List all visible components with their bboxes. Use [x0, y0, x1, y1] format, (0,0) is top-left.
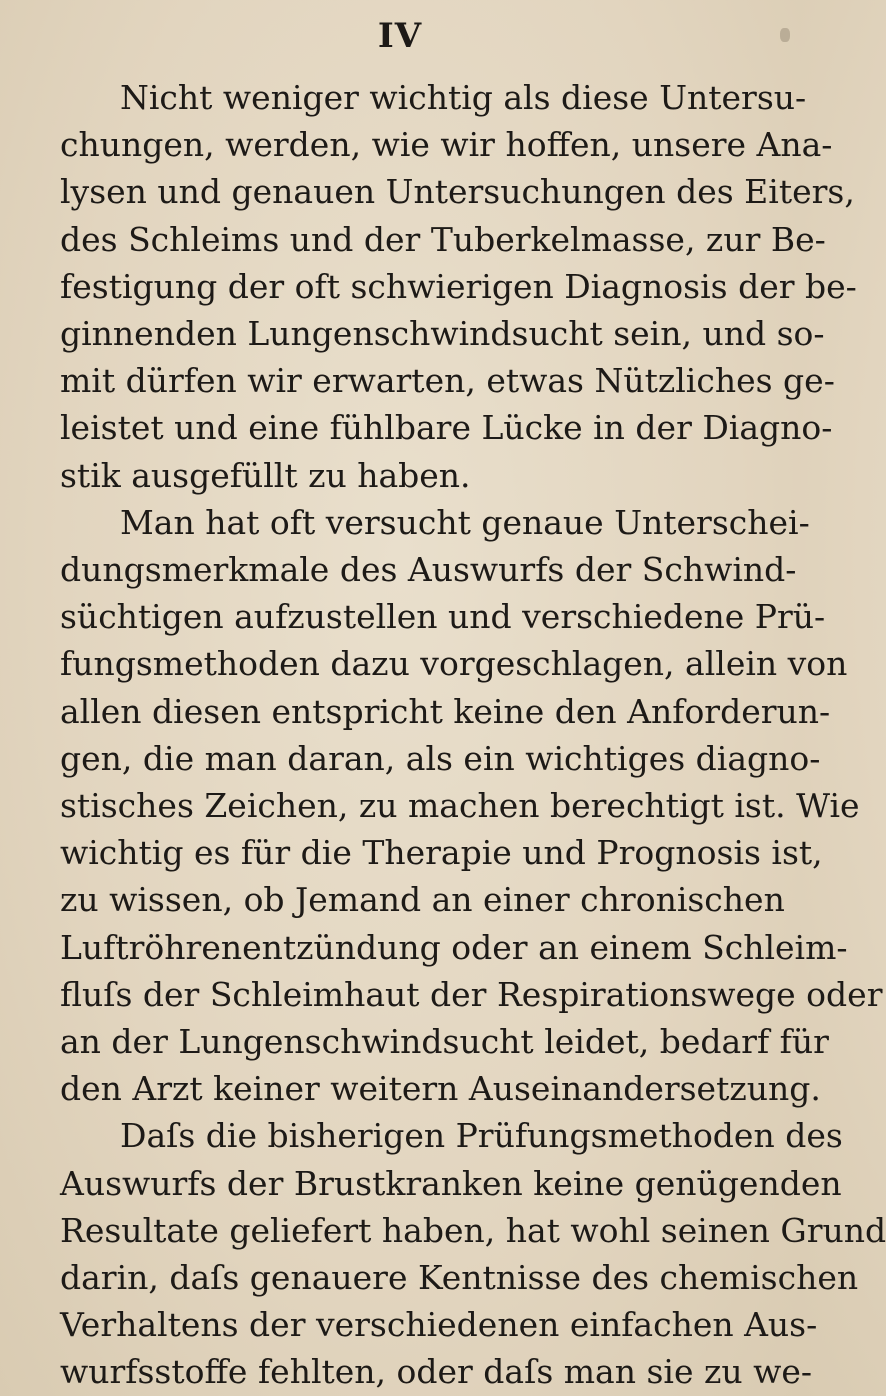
text-line: festigung der oft schwierigen Diagnosis der be-: [60, 266, 857, 306]
text-line: Daſs die bisherigen Prüfungsmethoden des: [120, 1116, 843, 1156]
text-line: des Schleims und der Tuberkelmasse, zur Be-: [60, 219, 826, 259]
text-line: allen diesen entspricht keine den Anforderun-: [60, 691, 831, 731]
paper-blemish: [780, 28, 790, 42]
text-line: wichtig es für die Therapie und Prognosis ist,: [60, 833, 823, 873]
text-line: zu wissen, ob Jemand an einer chronischen: [60, 880, 785, 920]
text-line: ginnenden Lungenschwindsucht sein, und so-: [60, 314, 825, 353]
text-line: süchtigen aufzustellen und verschiedene Prü-: [60, 597, 826, 637]
text-line: stik ausgefüllt zu haben.: [60, 455, 471, 495]
text-line: darin, daſs genauere Kentnisse des chemischen: [60, 1258, 859, 1297]
text-line: stisches Zeichen, zu machen berechtigt ist. Wie: [60, 786, 860, 825]
text-line: wurfsstoffe fehlten, oder daſs man sie zu we-: [60, 1352, 813, 1392]
text-line: Luftröhrenentzündung oder an einem Schleim-: [60, 927, 848, 967]
text-line: mit dürfen wir erwarten, etwas Nützliches ge-: [60, 361, 835, 401]
text-line: Auswurfs der Brustkranken keine genügenden: [60, 1163, 842, 1203]
text-line: fluſs der Schleimhaut der Respirationswege oder: [60, 974, 883, 1014]
text-line: den Arzt keiner weitern Auseinandersetzung.: [60, 1069, 821, 1109]
text-line: dungsmerkmale des Auswurfs der Schwind-: [60, 550, 797, 589]
text-line: lysen und genauen Untersuchungen des Eiters,: [60, 172, 855, 212]
text-line: Verhaltens der verschiedenen einfachen Aus-: [60, 1305, 818, 1345]
page-number: IV: [377, 16, 423, 56]
text-line: an der Lungenschwindsucht leidet, bedarf für: [60, 1022, 829, 1061]
text-line: leistet und eine fühlbare Lücke in der Diagno-: [60, 408, 833, 448]
text-line: chungen, werden, wie wir hoffen, unsere Ana-: [60, 125, 833, 165]
text-line: fungsmethoden dazu vorgeschlagen, allein von: [60, 644, 848, 684]
text-line: gen, die man daran, als ein wichtiges diagno-: [60, 738, 821, 778]
text-line: Nicht weniger wichtig als diese Untersu-: [120, 78, 807, 117]
text-line: Man hat oft versucht genaue Unterschei-: [120, 502, 810, 542]
text-line: Resultate geliefert haben, hat wohl seinen Grund: [60, 1210, 886, 1250]
